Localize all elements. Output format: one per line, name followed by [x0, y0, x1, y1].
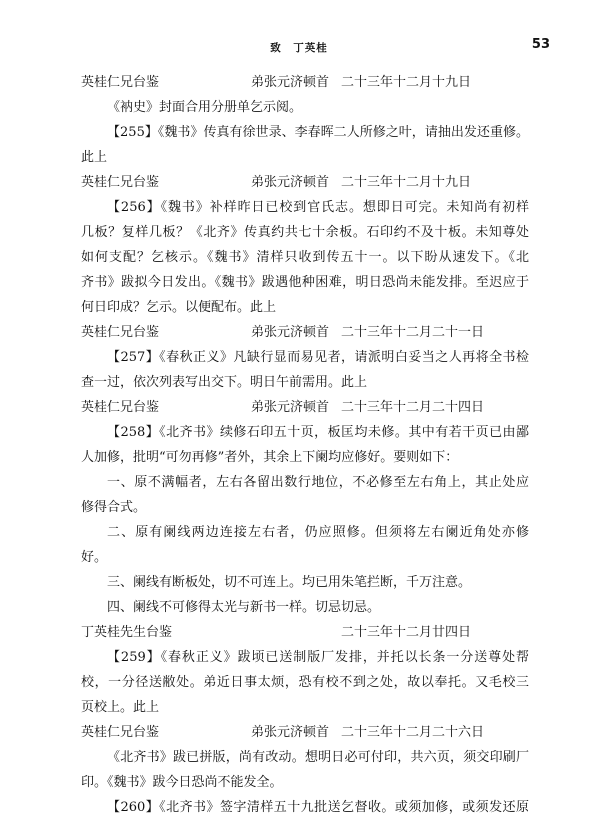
text-line: 印。《魏书》跋今日恐尚不能发全。 [81, 775, 283, 790]
text-line: 【257】《春秋正义》凡缺行显而易见者，请派明白妥当之人再将全书检 [107, 350, 529, 365]
signature-line [81, 320, 529, 345]
date: 二十三年十二月二十四日 [341, 400, 485, 415]
page-number: 53 [531, 37, 550, 52]
text-line: 好。 [81, 550, 108, 565]
signature-line [81, 720, 529, 745]
running-header-title: 致 丁英桂 [270, 42, 328, 54]
text-line: 【259】《春秋正义》跋顷已送制版厂发排，并托以长条一分送尊处帮 [107, 650, 529, 665]
text-line: 【255】《魏书》传真有徐世录、李春晖二人所修之叶，请抽出发还重修。 [107, 125, 529, 140]
salutation: 英桂仁兄台鉴 [81, 725, 160, 740]
text-line: 【260】《北齐书》签字清样五十九批送乞督收。或须加修，或须发还原 [107, 800, 529, 815]
date: 二十三年十二月廿四日 [341, 625, 472, 640]
text-line: 页校上。此上 [81, 700, 160, 715]
text-line: 一、原不满幅者，左右各留出数行地位，不必修至左右角上，其止处应 [107, 475, 529, 490]
text-line: 查一过，依次列表写出交下。明日午前需用。此上 [81, 375, 368, 390]
letters-body [81, 70, 529, 820]
text-line: 此上 [81, 150, 108, 165]
signature-line [81, 620, 529, 645]
text-line: 《北齐书》跋已拼版，尚有改动。想明日必可付印，共六页，须交印刷厂 [107, 750, 529, 765]
text-line: 【256】《魏书》补样昨日已校到官氏志。想即日可完。未知尚有初样 [107, 200, 529, 215]
text-line: 修得合式。 [81, 500, 147, 515]
signer: 弟张元济顿首 [251, 325, 330, 340]
text-line: 《衲史》封面合用分册单乞示阅。 [107, 100, 303, 115]
text-line: 校，一分径送敝处。弟近日事太烦，恐有校不到之处，故以奉托。又毛校三 [81, 675, 529, 690]
date: 二十三年十二月二十六日 [341, 725, 485, 740]
signature-line [81, 170, 529, 195]
signature-line [81, 395, 529, 420]
date: 二十三年十二月十九日 [341, 175, 472, 190]
text-line: 三、阑线有断板处，切不可连上。均已用朱笔拦断，千万注意。 [107, 575, 472, 590]
text-line: 何日印成？乞示。以便配布。此上 [81, 300, 277, 315]
text-line: 【258】《北齐书》续修石印五十页，板匡均未修。其中有若干页已由鄙 [107, 425, 529, 440]
salutation: 英桂仁兄台鉴 [81, 175, 160, 190]
text-line: 二、原有阑线两边连接左右者，仍应照修。但须将左右阑近角处亦修 [107, 525, 529, 540]
date: 二十三年十二月十九日 [341, 75, 472, 90]
date: 二十三年十二月二十一日 [341, 325, 485, 340]
salutation: 英桂仁兄台鉴 [81, 75, 160, 90]
signer: 弟张元济顿首 [251, 725, 330, 740]
signer: 弟张元济顿首 [251, 400, 330, 415]
text-line: 四、阑线不可修得太光与新书一样。切忌切忌。 [107, 600, 381, 615]
salutation: 英桂仁兄台鉴 [81, 400, 160, 415]
salutation: 丁英桂先生台鉴 [81, 625, 173, 640]
text-line: 几板？复样几板？《北齐》传真约共七十余板。石印约不及十板。未知尊处 [81, 225, 529, 240]
signer: 弟张元济顿首 [251, 75, 330, 90]
text-line: 人加修，批明“可勿再修”者外，其余上下阑均应修好。要则如下： [81, 450, 459, 465]
text-line: 如何支配？乞核示。《魏书》清样只收到传五十一。以下盼从速发下。《北 [81, 250, 529, 265]
text-line: 齐书》跋拟今日发出。《魏书》跋遇他种困难，明日恐尚未能发排。至迟应于 [81, 275, 529, 290]
signer: 弟张元济顿首 [251, 175, 330, 190]
signature-line [81, 70, 529, 95]
salutation: 英桂仁兄台鉴 [81, 325, 160, 340]
